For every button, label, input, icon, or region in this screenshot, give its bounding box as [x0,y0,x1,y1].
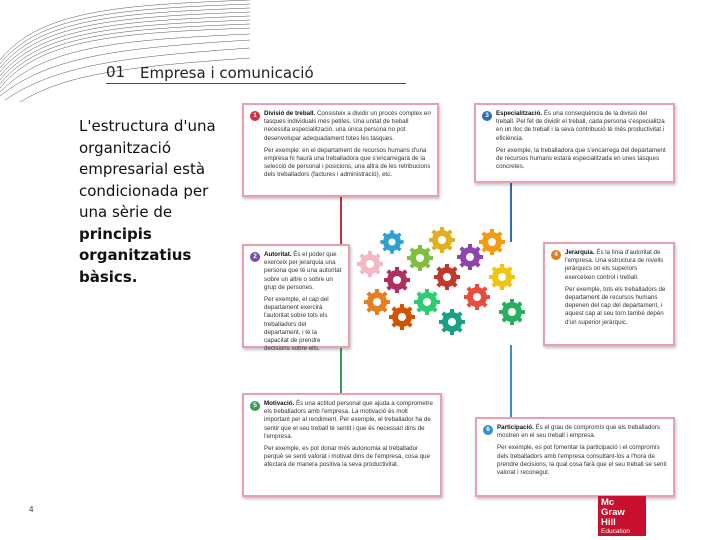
logo-line-2: Graw [601,507,625,518]
card-definition: Consisteix a dividir un procés complex en tasques individuals més petites. Una unitat de treball necessita especialització, una única persona no pot desenvolupar adequadament totes les tasques. [264,110,431,142]
principle-card-3 [474,103,675,183]
principle-card-6 [475,417,675,497]
card-term: Participació. [497,424,534,431]
card-definition: És una actitud personal que ajuda a comprometre els treballadors amb l'empresa. La motivació és molt important per al rendiment. Per exemple, el treballador ha de sentir que el seu treball té sentit i que és necessari dins de l'empresa. [264,400,433,440]
card-number-badge: 3 [482,111,492,121]
card-definition: És el poder que exerceix per jerarquia una persona que té una autoritat sobre un altre o sobre un grup de persones. [264,251,342,291]
card-term: Autoritat. [264,251,292,258]
card-number-badge: 5 [250,401,260,411]
card-number-badge: 2 [250,252,260,262]
publisher-logo [598,496,646,536]
card-definition: És la línia d'autoritat de l'empresa. Una estructura de nivells jeràrquics on els superiors exerceixen control i treball. [565,249,664,281]
logo-line-1: Mc [601,497,615,508]
card-number-badge: 1 [250,111,260,121]
connector-left [340,196,342,244]
intro-text-bold: principis organitzatius bàsics. [79,224,192,286]
card-term: Especialització. [496,110,543,117]
section-number: 01 [106,63,126,81]
card-example: Per exemple, es pot donar més autonomia al treballador perquè se senti valorat i motivat dins de l'empresa, cosa que afectarà de manera positiva la seva productivitat. [264,445,430,469]
card-example: Per exemple, la treballadora que s'encarrega del departament de recursos humans estarà especialitzada en unes tasques concretes. [496,146,666,171]
principle-card-2 [242,244,350,353]
page-number: 4 [29,505,34,514]
intro-text [79,116,239,288]
card-term: Motivació. [264,400,295,407]
gears-illustration [352,222,527,342]
card-term: Divisió de treball. [264,110,316,117]
title-underline [106,83,406,84]
intro-text-lead: L'estructura d'una organització empresarial està condicionada per una sèrie de [79,117,216,221]
decorative-wave-pattern [0,0,260,110]
card-definition: És una conseqüència de la divisió del treball. Pel fet de dividir el treball, cada persona s'especialitza en un lloc de treball i la seva contribució té més productivitat i eficiència. [496,110,665,142]
section-title: Empresa i comunicació [140,64,314,82]
card-number-badge: 4 [551,250,561,260]
card-definition: És el grau de compromís que els treballadors mostren en el seu treball i empresa. [497,424,661,440]
connector-right-lower [510,345,512,417]
connector-left-lower [340,347,342,393]
card-number-badge: 6 [483,425,493,435]
principle-card-4 [543,242,675,346]
principle-card-5 [242,393,442,497]
card-example: Per exemple, tots els treballadors de departament de recursos humans depenen del cap del departament, i aquest cap al seu torn també depèn d'un superior jeràrquic. [565,285,666,326]
card-example: Per exemple, es pot fomentar la participació i el compromís dels treballadors amb l'empresa consultant-los a l'hora de prendre decisions, la qual cosa farà que el seu treball se senti valorat i reconegut. [497,444,667,477]
card-term: Jerarquia. [565,249,595,256]
logo-line-3: Hill [601,517,616,528]
card-example: Per exemple: en el departament de recursos humans d'una empresa hi haurà una treballadora que s'encarregarà de la selecció de personal i posicions, una altra de les retribucions dels treballadors (factures i administració), etc. [264,146,431,179]
card-example: Per exemple, el cap del departament exercirà l'autoritat sobre tots els treballadors del departament, i té la capacitat de prendre decisions sobre ells. [264,296,329,353]
principle-card-1 [242,103,439,197]
logo-line-4: Education [601,528,630,535]
